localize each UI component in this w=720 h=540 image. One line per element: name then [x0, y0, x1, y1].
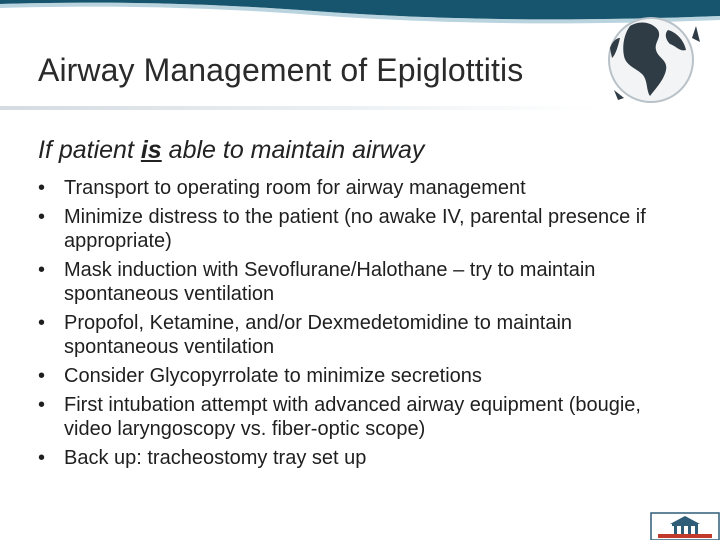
title-underline-divider: [0, 106, 600, 110]
bullet-marker: •: [38, 447, 46, 469]
subtitle-suffix: able to maintain airway: [161, 136, 425, 164]
bullet-item: [38, 258, 678, 306]
subtitle-prefix: If patient: [38, 136, 141, 164]
bullet-item: [38, 393, 678, 441]
bullet-marker: •: [38, 365, 46, 387]
bullet-marker: •: [38, 177, 46, 199]
bullet-text: Transport to operating room for airway management: [64, 177, 526, 199]
bullet-text: Propofol, Ketamine, and/or Dexmedetomidine to maintain spontaneous ventilation: [64, 312, 573, 358]
globe-icon: [596, 8, 706, 108]
bullet-item: [38, 311, 678, 359]
slide-subtitle: [38, 136, 424, 165]
bullet-marker: •: [38, 206, 46, 228]
bullet-text: Mask induction with Sevoflurane/Halothane – try to maintain spontaneous ventilation: [64, 259, 596, 305]
bullet-item: [38, 364, 678, 388]
bullet-item: [38, 176, 678, 200]
bullet-text: Back up: tracheostomy tray set up: [64, 447, 367, 469]
subtitle-emphasis: is: [140, 136, 162, 164]
bullet-text: First intubation attempt with advanced airway equipment (bougie, video laryngoscopy vs. fiber-optic scope): [64, 394, 641, 440]
bullet-text: Minimize distress to the patient (no awake IV, parental presence if appropriate): [64, 206, 646, 252]
institution-logo-icon: [650, 512, 720, 540]
bullet-text: Consider Glycopyrrolate to minimize secretions: [64, 365, 482, 387]
bullet-marker: •: [38, 394, 46, 416]
bullet-item: [38, 205, 678, 253]
slide-title: Airway Management of Epiglottitis: [38, 52, 524, 88]
bullet-marker: •: [38, 312, 46, 334]
bullet-item: [38, 446, 678, 470]
bullet-marker: •: [38, 259, 46, 281]
bullet-list: [38, 176, 678, 475]
